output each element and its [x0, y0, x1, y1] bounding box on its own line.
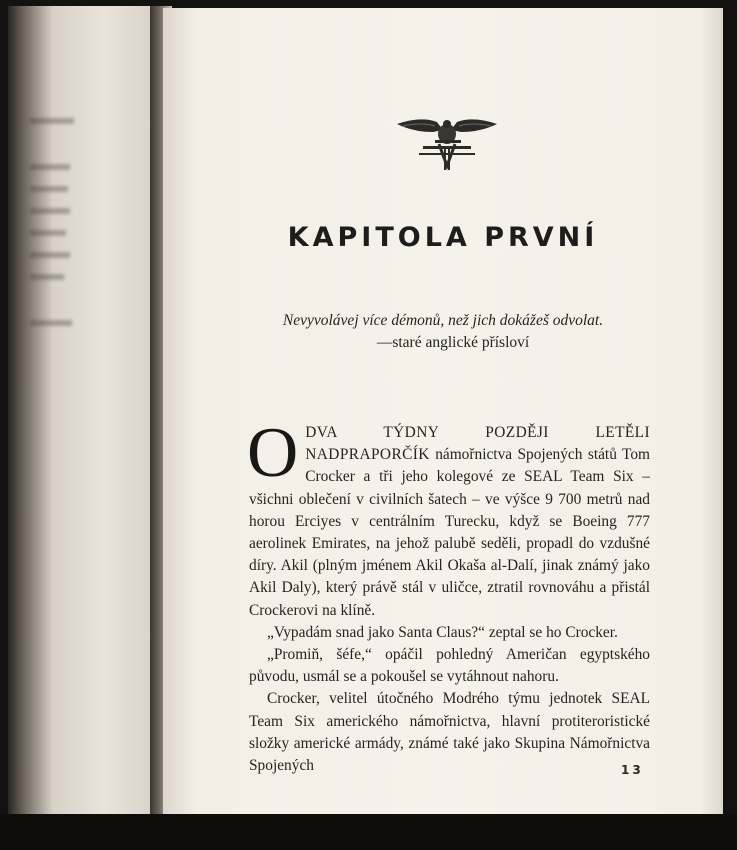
- ghost-text-line: [30, 274, 64, 280]
- book-page: [163, 8, 723, 816]
- ghost-text-line: [30, 118, 74, 124]
- epigraph-quote: Nevyvolávej více démonů, než jich dokážeš odvolat.: [282, 312, 604, 329]
- ghost-text-line: [30, 186, 68, 192]
- paragraph: Crocker, velitel útočného Modrého týmu jednotek SEAL Team Six amerického námořnictva, hlavní protiteroristické složky americké armády, známé také jako Skupina Námořnictva Spojených: [249, 690, 650, 775]
- ghost-text-line: [30, 208, 70, 214]
- drop-cap: O: [247, 414, 299, 492]
- opening-caps: DVA TÝDNY POZDĚJI LETĚLI NADPRAPORČÍK: [305, 424, 650, 464]
- ghost-text-line: [30, 320, 72, 326]
- chapter-title: KAPITOLA PRVNÍ: [287, 222, 599, 253]
- ghost-text-line: [30, 230, 66, 236]
- page-number: 13: [621, 763, 644, 777]
- book-bottom-edge: [0, 814, 737, 850]
- paragraph: „Vypadám snad jako Santa Claus?“ zeptal se ho Crocker.: [267, 623, 618, 641]
- paragraph: „Promiň, šéfe,“ opáčil pohledný Američan egyptského původu, usmál se a pokoušel se vytáhnout nahoru.: [249, 646, 650, 686]
- ghost-text-line: [30, 252, 70, 258]
- facing-page: [8, 6, 168, 814]
- paragraph-text: námořnictva Spojených států Tom Crocker a tři jeho kolegové ze SEAL Team Six – všichni oblečení v civilních šatech – ve výšce 9 700 metrů nad horou Erciyes v centrálním Turecku, když se Boeing 777 aerolinek Emirates, na jehož palubě seděli, propadl do vzdušné díry. Akil (plným jménem Akil Okaša al-Dalí, jinak známý jako Akil Daly), který právě stál v uličce, ztratil rovnováhu a přistál Crockerovi na klíně.: [249, 446, 650, 619]
- epigraph-source: —staré anglické přísloví: [376, 334, 530, 351]
- paragraph: [247, 414, 650, 622]
- seal-trident-eagle-emblem-icon: [395, 112, 499, 177]
- epigraph: [163, 310, 723, 354]
- ghost-text-line: [30, 164, 70, 170]
- chapter-body: [247, 414, 650, 777]
